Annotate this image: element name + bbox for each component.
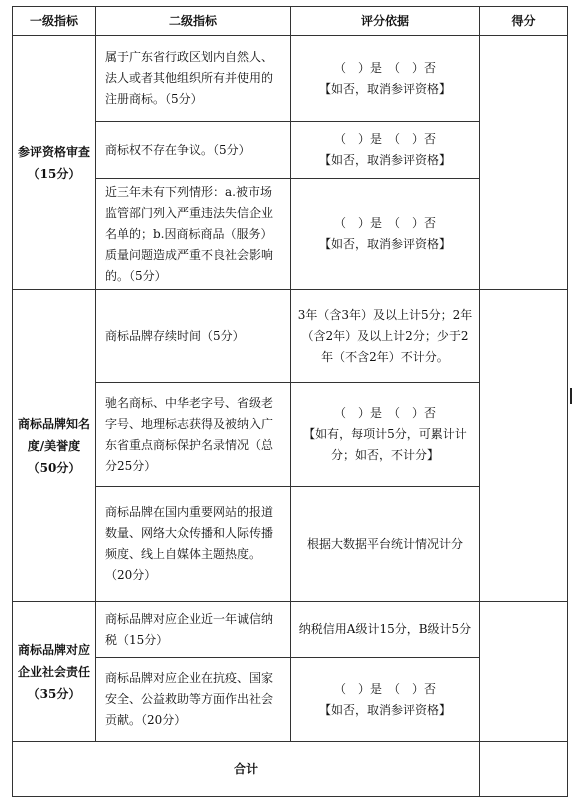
basis-options: （ ）是 （ ）否 — [333, 681, 436, 696]
level2-cell: 商标品牌存续时间（5分） — [96, 290, 291, 383]
score-cell[interactable] — [480, 36, 568, 290]
scoring-table — [12, 6, 568, 797]
level2-cell: 近三年未有下列情形：a.被市场监管部门列入严重违法失信企业名单的；b.因商标商品（服务）质量问题造成严重不良社会影响的。（5分） — [96, 179, 291, 290]
basis-note: 【如否，取消参评资格】 — [318, 702, 451, 717]
level2-cell: 属于广东省行政区划内自然人、法人或者其他组织所有并使用的注册商标。（5分） — [96, 36, 291, 122]
basis-cell — [291, 36, 480, 122]
basis-options: （ ）是 （ ）否 — [333, 60, 436, 75]
score-cell[interactable] — [480, 290, 568, 602]
header-row — [13, 7, 568, 36]
basis-options: （ ）是 （ ）否 — [333, 216, 436, 230]
level2-cell: 商标品牌在国内重要网站的报道数量、网络大众传播和人际传播频度、线上自媒体主题热度。（20分） — [96, 487, 291, 602]
header-basis: 评分依据 — [291, 7, 480, 36]
level2-cell: 商标品牌对应企业近一年诚信纳税（15分） — [96, 602, 291, 658]
score-cell[interactable] — [480, 602, 568, 742]
total-label: 合计 — [13, 742, 480, 797]
basis-note: 【如有，每项计5分，可累计计分；如否，不计分】 — [303, 427, 467, 462]
level1-qualification: 参评资格审查（15分） — [13, 36, 96, 290]
header-score: 得分 — [480, 7, 568, 36]
total-row — [13, 742, 568, 797]
basis-note: 【如否，取消参评资格】 — [318, 81, 451, 96]
table-row — [13, 36, 568, 122]
basis-options: （ ）是 （ ）否 — [333, 406, 436, 420]
level1-responsibility: 商标品牌对应企业社会责任（35分） — [13, 602, 96, 742]
header-level2: 二级指标 — [96, 7, 291, 36]
basis-note: 【如否，取消参评资格】 — [318, 153, 451, 167]
total-score-cell[interactable] — [480, 742, 568, 797]
basis-cell: 3年（含3年）及以上计5分；2年（含2年）及以上计2分；少于2年（不含2年）不计分。 — [291, 290, 480, 383]
basis-cell — [291, 383, 480, 487]
level2-cell: 驰名商标、中华老字号、省级老字号、地理标志获得及被纳入广东省重点商标保护名录情况（总分25分） — [96, 383, 291, 487]
header-level1: 一级指标 — [13, 7, 96, 36]
table-row — [13, 290, 568, 383]
basis-cell — [291, 122, 480, 179]
level2-cell: 商标品牌对应企业在抗疫、国家安全、公益救助等方面作出社会贡献。（20分） — [96, 658, 291, 742]
basis-cell: 纳税信用A级计15分，B级计5分 — [291, 602, 480, 658]
basis-options: （ ）是 （ ）否 — [333, 132, 436, 146]
level2-cell: 商标权不存在争议。（5分） — [96, 122, 291, 179]
basis-cell — [291, 179, 480, 290]
basis-cell — [291, 658, 480, 742]
edge-mark — [570, 388, 572, 404]
basis-cell: 根据大数据平台统计情况计分 — [291, 487, 480, 602]
level1-reputation: 商标品牌知名度/美誉度（50分） — [13, 290, 96, 602]
basis-note: 【如否，取消参评资格】 — [318, 237, 451, 251]
table-row — [13, 602, 568, 658]
